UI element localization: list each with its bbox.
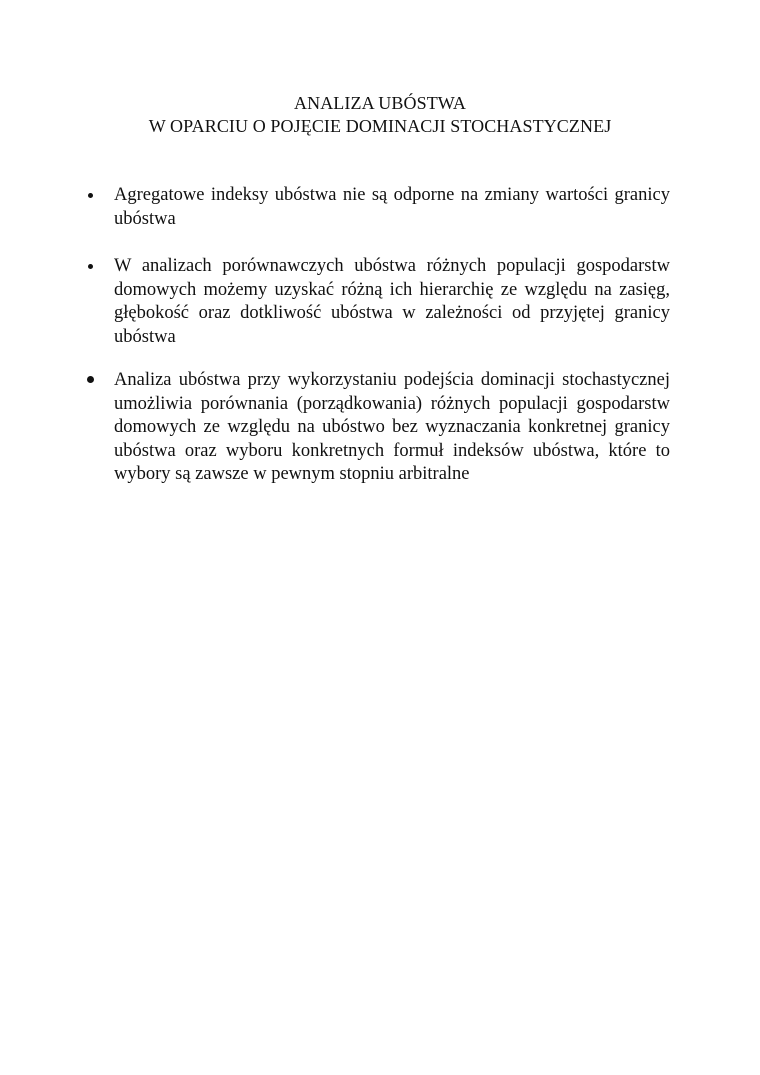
bullet-item-1 [88, 184, 670, 231]
bullet-item-3 [88, 369, 670, 487]
bullet-item-2 [88, 255, 670, 349]
bullet-text-3: Analiza ubóstwa przy wykorzystaniu podejścia dominacji stochastycznej umożliwia porównania (porządkowania) różnych populacji gospodarstw domowych ze względu na ubóstwo bez wyznaczania konkretnej granicy ubóstwa oraz wyboru konkretnych formuł indeksów ubóstwa, które to wybory są zawsze w pewnym stopniu arbitralne [114, 370, 670, 484]
bullet-list [88, 184, 670, 511]
document-title [0, 92, 760, 138]
title-line-1: ANALIZA UBÓSTWA [294, 93, 466, 113]
bullet-text-2: W analizach porównawczych ubóstwa różnych populacji gospodarstw domowych możemy uzyskać różną ich hierarchię ze względu na zasięg, głębokość oraz dotkliwość ubóstwa w zależności od przyjętej granicy ubóstwa [114, 256, 670, 347]
bullet-text-1: Agregatowe indeksy ubóstwa nie są odporne na zmiany wartości granicy ubóstwa [114, 185, 670, 229]
bullet-icon [88, 264, 93, 269]
bullet-icon [88, 193, 93, 198]
bullet-icon [87, 376, 94, 383]
title-line-2: W OPARCIU O POJĘCIE DOMINACJI STOCHASTYCZNEJ [148, 116, 612, 136]
